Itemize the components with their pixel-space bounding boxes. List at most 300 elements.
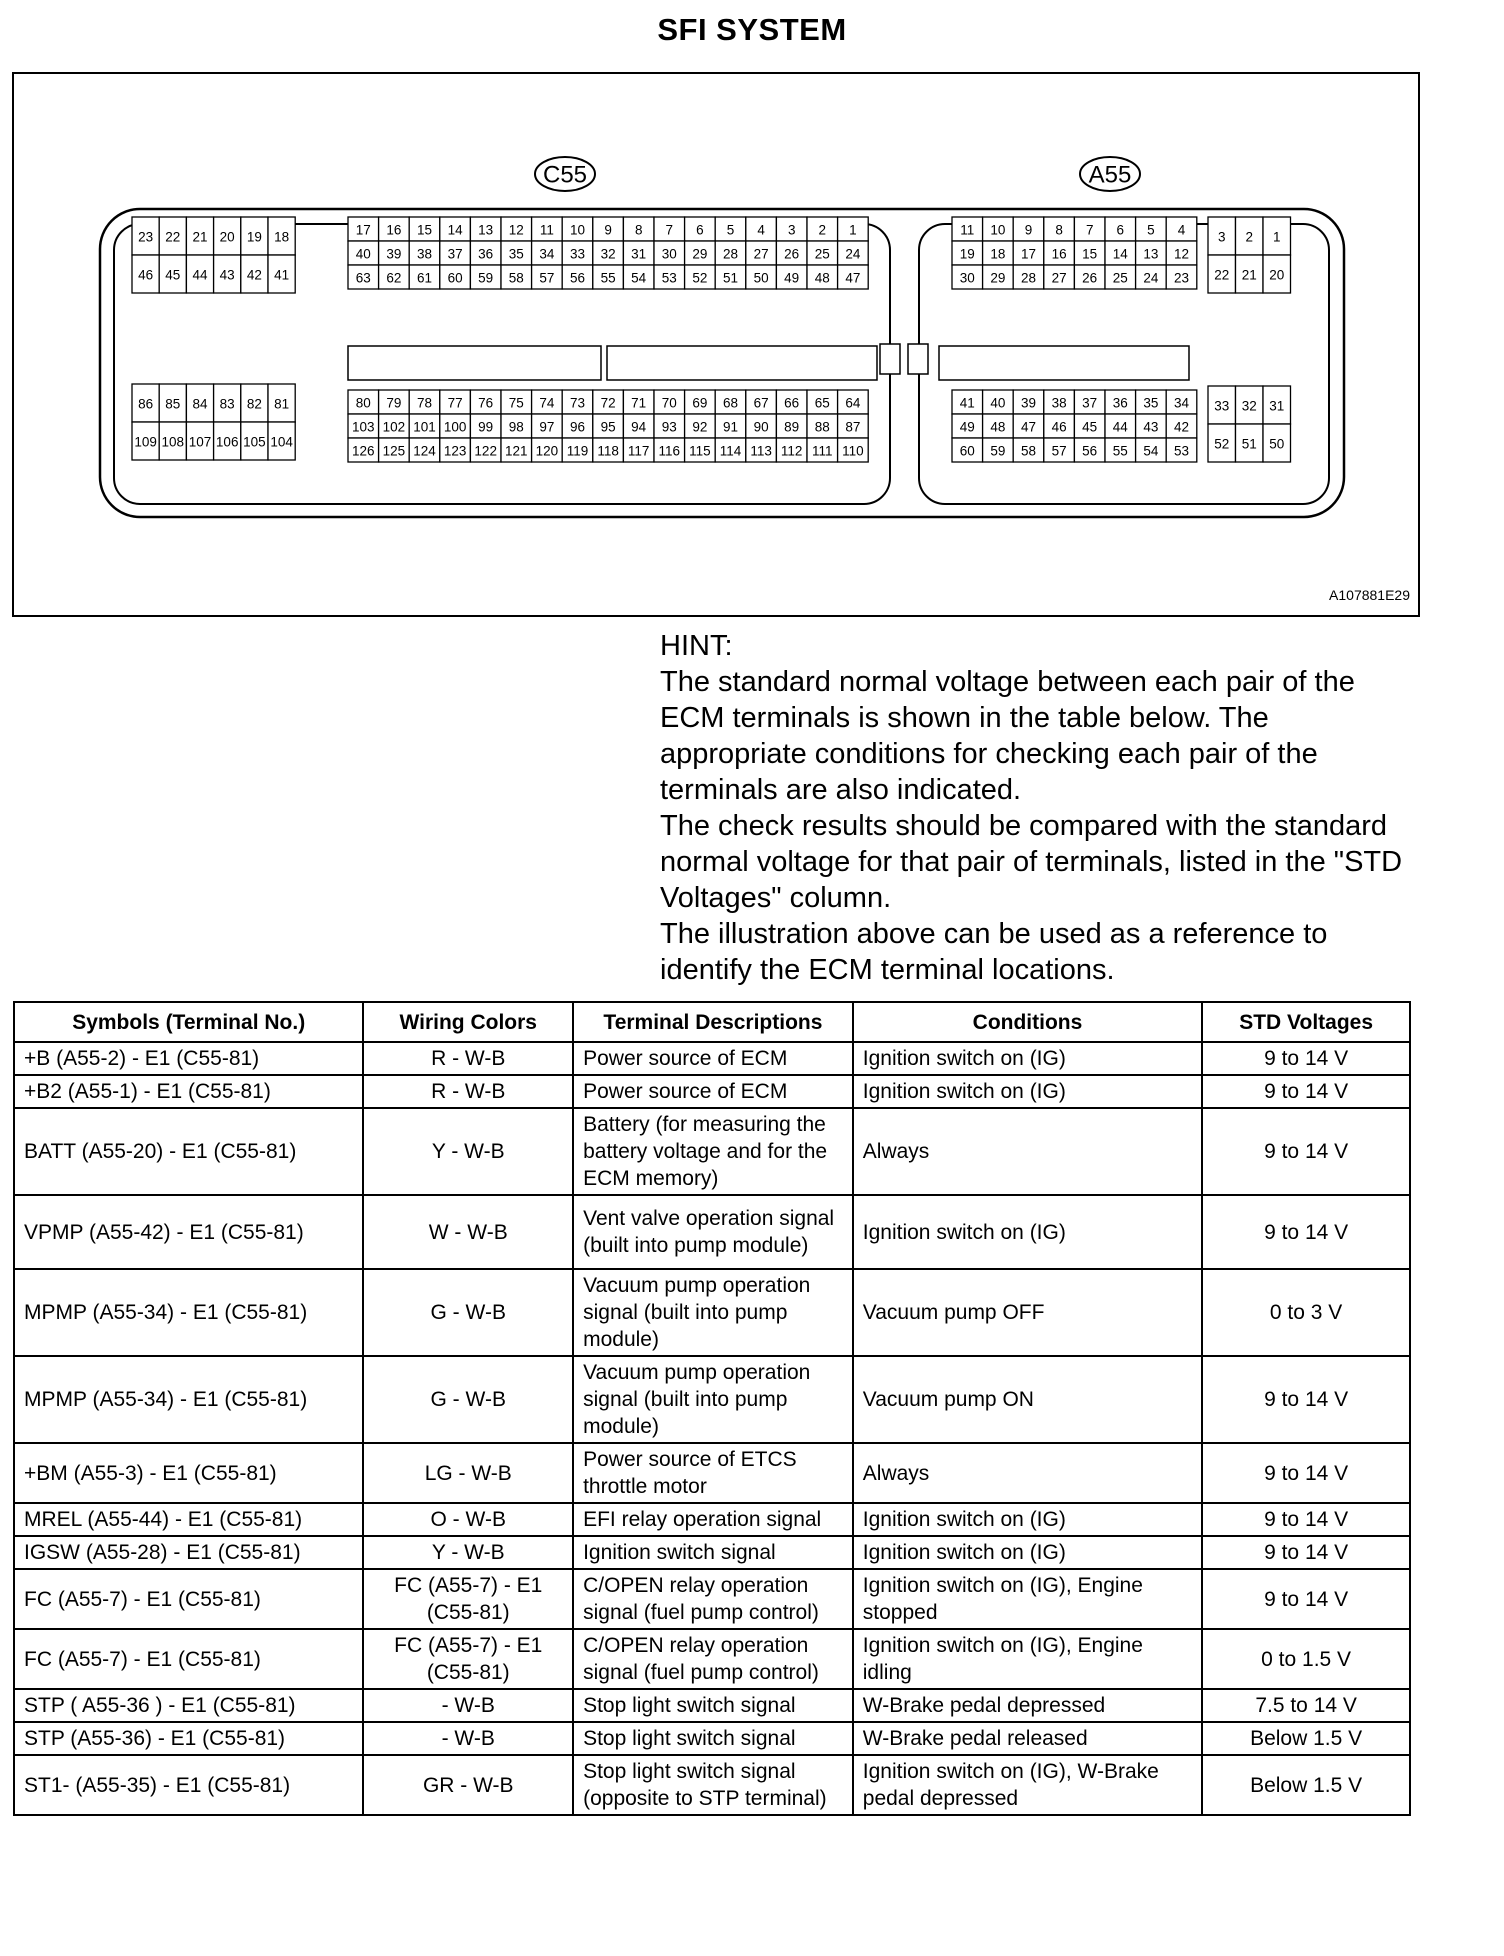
terminal-pin xyxy=(1105,438,1136,462)
condition-cell: Ignition switch on (IG), Engine idling xyxy=(853,1629,1202,1689)
hint-section xyxy=(660,628,1420,988)
a55-connector-label: A55 xyxy=(1088,161,1132,189)
terminal-pin xyxy=(623,414,654,438)
terminal-pin-number: 10 xyxy=(569,222,586,238)
terminal-pin-number: 28 xyxy=(722,246,739,262)
terminal-pin-number: 95 xyxy=(600,419,616,435)
terminal-pin-number: 79 xyxy=(386,395,402,411)
terminal-pin-number: 20 xyxy=(1269,267,1285,283)
symbol-cell: STP (A55-36) - E1 (C55-81) xyxy=(14,1722,363,1755)
terminal-pin xyxy=(1044,438,1075,462)
terminal-pin xyxy=(1044,217,1075,241)
terminal-pin-number: 125 xyxy=(382,443,406,459)
terminal-pin-number: 54 xyxy=(631,270,647,286)
terminal-pin xyxy=(186,217,213,255)
terminal-pin-number: 29 xyxy=(990,270,1006,286)
terminal-pin-number: 93 xyxy=(661,419,677,435)
terminal-pin xyxy=(440,217,471,241)
condition-cell: Always xyxy=(853,1108,1202,1195)
terminal-pin-number: 43 xyxy=(219,267,235,283)
terminal-pin-number: 102 xyxy=(382,419,406,435)
terminal-pin xyxy=(746,217,777,241)
terminal-pin xyxy=(562,414,593,438)
voltage-cell: Below 1.5 V xyxy=(1202,1722,1410,1755)
terminal-pin xyxy=(685,390,716,414)
terminal-pin-number: 96 xyxy=(569,419,586,435)
terminal-pin xyxy=(379,438,410,462)
terminal-pin xyxy=(409,241,440,265)
terminal-pin xyxy=(409,265,440,289)
illustration-code: A107881E29 xyxy=(1329,587,1410,603)
table-row xyxy=(14,1689,1410,1722)
terminal-pin xyxy=(1105,217,1136,241)
terminal-pin xyxy=(952,390,983,414)
terminal-pin-number: 25 xyxy=(814,246,830,262)
description-cell: Battery (for measuring the battery voltage and for the ECM memory) xyxy=(573,1108,853,1195)
terminal-pin xyxy=(379,217,410,241)
symbol-cell: +B (A55-2) - E1 (C55-81) xyxy=(14,1042,363,1075)
terminal-pin-number: 11 xyxy=(539,222,554,238)
terminal-pin xyxy=(379,390,410,414)
terminal-pin xyxy=(532,390,563,414)
voltage-cell: 0 to 1.5 V xyxy=(1202,1629,1410,1689)
terminal-pin-number: 70 xyxy=(661,395,677,411)
terminal-pin-number: 68 xyxy=(722,395,739,411)
terminal-pin xyxy=(562,217,593,241)
header-std-voltages: STD Voltages xyxy=(1202,1002,1410,1042)
terminal-pin-number: 2 xyxy=(818,222,827,238)
terminal-pin xyxy=(241,255,268,293)
terminal-pin xyxy=(1105,390,1136,414)
terminal-pin xyxy=(532,438,563,462)
table-row xyxy=(14,1075,1410,1108)
terminal-pin-number: 3 xyxy=(1217,229,1226,245)
terminal-pin xyxy=(807,414,838,438)
terminal-pin xyxy=(1044,241,1075,265)
terminal-pin-number: 41 xyxy=(959,395,975,411)
voltage-cell: 9 to 14 V xyxy=(1202,1195,1410,1269)
terminal-pin xyxy=(241,422,268,460)
terminal-pin-number: 28 xyxy=(1020,270,1037,286)
terminal-pin xyxy=(1236,424,1264,462)
terminal-pin-number: 81 xyxy=(274,396,290,412)
terminal-pin-number: 101 xyxy=(413,419,436,435)
symbol-cell: MREL (A55-44) - E1 (C55-81) xyxy=(14,1503,363,1536)
terminal-pin xyxy=(470,265,501,289)
terminal-pin-number: 106 xyxy=(215,434,239,450)
terminal-pin xyxy=(623,265,654,289)
terminal-pin xyxy=(1208,386,1236,424)
terminal-pin-number: 12 xyxy=(1173,246,1190,262)
table-row xyxy=(14,1722,1410,1755)
terminal-pin xyxy=(983,390,1014,414)
terminal-pin-number: 53 xyxy=(1173,443,1190,459)
condition-cell: Ignition switch on (IG) xyxy=(853,1195,1202,1269)
terminal-pin xyxy=(807,438,838,462)
terminal-pin xyxy=(132,255,159,293)
terminal-pin-number: 47 xyxy=(845,270,861,286)
terminal-pin xyxy=(501,414,532,438)
terminal-pin-number: 30 xyxy=(661,246,677,262)
terminal-pin xyxy=(348,217,379,241)
terminal-pin-number: 19 xyxy=(246,229,262,245)
terminal-pin xyxy=(776,414,807,438)
terminal-pin xyxy=(159,422,186,460)
terminal-pin xyxy=(409,390,440,414)
voltage-cell: 7.5 to 14 V xyxy=(1202,1689,1410,1722)
terminal-pin-number: 20 xyxy=(219,229,235,245)
hint-paragraph: The standard normal voltage between each pair of the ECM terminals is shown in the table below. The appropriate conditions for checking each pair of the terminals are also indicated. xyxy=(660,666,1355,806)
terminal-pin xyxy=(241,384,268,422)
wiring-color-cell: G - W-B xyxy=(363,1356,573,1443)
terminal-pin-number: 63 xyxy=(355,270,371,286)
terminal-pin-number: 7 xyxy=(665,222,674,238)
symbol-cell: BATT (A55-20) - E1 (C55-81) xyxy=(14,1108,363,1195)
terminal-pin xyxy=(715,265,746,289)
terminal-pin-number: 86 xyxy=(138,396,154,412)
terminal-pin xyxy=(214,384,241,422)
terminal-pin-number: 14 xyxy=(1112,246,1128,262)
condition-cell: W-Brake pedal depressed xyxy=(853,1689,1202,1722)
wiring-color-cell: Y - W-B xyxy=(363,1536,573,1569)
terminal-pin xyxy=(1166,438,1197,462)
terminal-pin-number: 55 xyxy=(600,270,616,286)
terminal-pin xyxy=(186,422,213,460)
terminal-pin xyxy=(685,414,716,438)
c55-connector-label: C55 xyxy=(542,161,588,189)
terminal-pin-number: 78 xyxy=(416,395,433,411)
terminal-pin xyxy=(440,390,471,414)
terminal-pin-number: 29 xyxy=(692,246,708,262)
terminal-pin xyxy=(952,414,983,438)
terminal-pin xyxy=(501,217,532,241)
terminal-pin xyxy=(379,414,410,438)
condition-cell: Ignition switch on (IG) xyxy=(853,1042,1202,1075)
terminal-pin xyxy=(1136,217,1167,241)
terminal-pin xyxy=(470,217,501,241)
terminal-pin-number: 27 xyxy=(1051,270,1067,286)
wiring-color-cell: W - W-B xyxy=(363,1195,573,1269)
terminal-pin xyxy=(470,390,501,414)
terminal-pin-number: 18 xyxy=(990,246,1006,262)
voltage-cell: 9 to 14 V xyxy=(1202,1042,1410,1075)
terminal-pin xyxy=(214,255,241,293)
terminal-pin xyxy=(623,217,654,241)
terminal-pin-number: 33 xyxy=(569,246,586,262)
terminal-pin xyxy=(593,438,624,462)
voltage-cell: 9 to 14 V xyxy=(1202,1108,1410,1195)
terminal-pin-number: 7 xyxy=(1085,222,1094,238)
description-cell: Ignition switch signal xyxy=(573,1536,853,1569)
terminal-pin-number: 109 xyxy=(134,434,157,450)
terminal-pin-number: 35 xyxy=(1143,395,1159,411)
terminal-pin-number: 9 xyxy=(1024,222,1033,238)
terminal-pin-number: 24 xyxy=(845,246,861,262)
terminal-pin xyxy=(214,217,241,255)
table-row xyxy=(14,1269,1410,1356)
terminal-pin xyxy=(1263,386,1291,424)
symbol-cell: +BM (A55-3) - E1 (C55-81) xyxy=(14,1443,363,1503)
terminal-pin-number: 25 xyxy=(1112,270,1128,286)
terminal-pin-number: 118 xyxy=(597,443,619,459)
voltage-cell: 9 to 14 V xyxy=(1202,1536,1410,1569)
terminal-pin-number: 23 xyxy=(1173,270,1190,286)
condition-cell: Ignition switch on (IG), W-Brake pedal depressed xyxy=(853,1755,1202,1815)
wiring-color-cell: LG - W-B xyxy=(363,1443,573,1503)
terminal-pin-number: 37 xyxy=(1082,395,1098,411)
terminal-pin xyxy=(1074,241,1105,265)
terminal-pin xyxy=(746,414,777,438)
description-cell: Power source of ECM xyxy=(573,1042,853,1075)
terminal-pin-number: 18 xyxy=(274,229,290,245)
terminal-pin xyxy=(593,390,624,414)
terminal-pin-number: 119 xyxy=(566,443,589,459)
terminal-pin xyxy=(470,438,501,462)
terminal-pin-number: 38 xyxy=(416,246,433,262)
terminal-pin-number: 40 xyxy=(355,246,371,262)
terminal-pin-number: 114 xyxy=(719,443,742,459)
terminal-pin-number: 103 xyxy=(352,419,375,435)
header-conditions: Conditions xyxy=(853,1002,1202,1042)
terminal-pin xyxy=(654,414,685,438)
wiring-color-cell: - W-B xyxy=(363,1722,573,1755)
terminal-pin-number: 122 xyxy=(474,443,497,459)
terminal-pin xyxy=(1044,390,1075,414)
ecm-connector-illustration xyxy=(12,72,1420,617)
terminal-pin xyxy=(654,390,685,414)
terminal-pin-number: 110 xyxy=(842,443,864,459)
terminal-pin xyxy=(952,217,983,241)
terminal-pin xyxy=(562,265,593,289)
terminal-pin xyxy=(1074,217,1105,241)
terminal-pin-number: 14 xyxy=(447,222,463,238)
terminal-pin xyxy=(593,241,624,265)
terminal-pin-number: 33 xyxy=(1214,398,1230,414)
description-cell: Power source of ETCS throttle motor xyxy=(573,1443,853,1503)
wiring-color-cell: FC (A55-7) - E1 (C55-81) xyxy=(363,1629,573,1689)
terminal-pin-number: 120 xyxy=(535,443,559,459)
terminal-pin xyxy=(776,265,807,289)
terminal-pin-number: 84 xyxy=(192,396,208,412)
terminal-pin-number: 98 xyxy=(508,419,524,435)
terminal-pin-number: 121 xyxy=(505,443,528,459)
terminal-pin xyxy=(1236,217,1264,255)
terminal-pin xyxy=(348,241,379,265)
terminal-pin xyxy=(501,438,532,462)
terminal-pin-number: 115 xyxy=(689,443,711,459)
terminal-pin xyxy=(654,265,685,289)
terminal-pin-number: 2 xyxy=(1245,229,1254,245)
symbol-cell: MPMP (A55-34) - E1 (C55-81) xyxy=(14,1269,363,1356)
terminal-pin-number: 45 xyxy=(1082,419,1098,435)
terminal-pin xyxy=(838,241,869,265)
terminal-pin-number: 27 xyxy=(753,246,769,262)
terminal-pin xyxy=(532,414,563,438)
wiring-color-cell: FC (A55-7) - E1 (C55-81) xyxy=(363,1569,573,1629)
terminal-pin xyxy=(623,438,654,462)
description-cell: C/OPEN relay operation signal (fuel pump control) xyxy=(573,1629,853,1689)
terminal-pin-number: 8 xyxy=(1055,222,1063,238)
terminal-pin-number: 36 xyxy=(478,246,494,262)
terminal-pin-number: 60 xyxy=(447,270,463,286)
terminal-pin-number: 56 xyxy=(1082,443,1098,459)
terminal-pin xyxy=(1013,438,1044,462)
terminal-pin xyxy=(952,438,983,462)
voltage-cell: 9 to 14 V xyxy=(1202,1075,1410,1108)
terminal-pin xyxy=(470,414,501,438)
condition-cell: Always xyxy=(853,1443,1202,1503)
description-cell: Stop light switch signal (opposite to STP terminal) xyxy=(573,1755,853,1815)
terminal-pin xyxy=(379,241,410,265)
description-cell: Vacuum pump operation signal (built into pump module) xyxy=(573,1269,853,1356)
terminal-pin-number: 53 xyxy=(661,270,677,286)
terminal-pin-number: 34 xyxy=(1173,395,1190,411)
terminal-pin xyxy=(838,265,869,289)
terminal-pin-number: 11 xyxy=(960,222,975,238)
symbol-cell: MPMP (A55-34) - E1 (C55-81) xyxy=(14,1356,363,1443)
terminal-pin-number: 67 xyxy=(753,395,769,411)
terminal-pin xyxy=(1044,414,1075,438)
terminal-pin xyxy=(1013,265,1044,289)
terminal-pin-number: 45 xyxy=(165,267,181,283)
terminal-pin-number: 43 xyxy=(1143,419,1159,435)
terminal-pin xyxy=(1136,265,1167,289)
terminal-pin-number: 108 xyxy=(161,434,185,450)
terminal-pin-number: 40 xyxy=(990,395,1006,411)
table-row xyxy=(14,1195,1410,1269)
table-header-row xyxy=(14,1002,1410,1042)
terminal-pin xyxy=(983,438,1014,462)
terminal-pin xyxy=(348,438,379,462)
terminal-pin xyxy=(1013,414,1044,438)
terminal-pin xyxy=(132,422,159,460)
terminal-pin-number: 5 xyxy=(1147,222,1155,238)
c55-latch xyxy=(880,344,900,374)
terminal-pin-number: 46 xyxy=(138,267,154,283)
condition-cell: Ignition switch on (IG) xyxy=(853,1503,1202,1536)
symbol-cell: IGSW (A55-28) - E1 (C55-81) xyxy=(14,1536,363,1569)
terminal-pin-number: 15 xyxy=(416,222,433,238)
terminal-pin xyxy=(746,241,777,265)
terminal-pin xyxy=(1236,386,1264,424)
terminal-pin-number: 65 xyxy=(814,395,830,411)
terminal-pin xyxy=(1136,241,1167,265)
terminal-pin-number: 59 xyxy=(478,270,494,286)
terminal-pin xyxy=(685,241,716,265)
terminal-pin-number: 8 xyxy=(634,222,643,238)
terminal-pin-number: 9 xyxy=(604,222,612,238)
hint-heading: HINT: xyxy=(660,630,733,662)
terminal-pin xyxy=(952,241,983,265)
terminal-pin-number: 64 xyxy=(845,395,861,411)
terminal-pin xyxy=(1136,414,1167,438)
terminal-pin xyxy=(268,422,295,460)
terminal-pin xyxy=(685,265,716,289)
terminal-pin-number: 52 xyxy=(692,270,708,286)
terminal-pin xyxy=(1105,241,1136,265)
terminal-pin xyxy=(1208,424,1236,462)
terminal-pin xyxy=(1136,390,1167,414)
symbol-cell: STP ( A55-36 ) - E1 (C55-81) xyxy=(14,1689,363,1722)
terminal-pin xyxy=(1013,390,1044,414)
condition-cell: Vacuum pump ON xyxy=(853,1356,1202,1443)
terminal-pin xyxy=(1166,217,1197,241)
header-wiring-colors: Wiring Colors xyxy=(363,1002,573,1042)
terminal-pin-number: 21 xyxy=(192,229,208,245)
voltage-table xyxy=(13,1001,1411,1816)
terminal-pin-number: 85 xyxy=(165,396,181,412)
terminal-pin-number: 92 xyxy=(692,419,708,435)
wiring-color-cell: G - W-B xyxy=(363,1269,573,1356)
terminal-pin-number: 57 xyxy=(1051,443,1067,459)
terminal-pin xyxy=(746,265,777,289)
terminal-pin xyxy=(715,217,746,241)
terminal-pin xyxy=(1044,265,1075,289)
terminal-pin xyxy=(1208,217,1236,255)
terminal-pin xyxy=(776,241,807,265)
c55-center-bar-right xyxy=(607,346,877,380)
terminal-pin-number: 39 xyxy=(386,246,402,262)
terminal-pin-number: 62 xyxy=(386,270,402,286)
terminal-pin xyxy=(685,217,716,241)
condition-cell: W-Brake pedal released xyxy=(853,1722,1202,1755)
terminal-pin-number: 19 xyxy=(959,246,975,262)
terminal-pin-number: 76 xyxy=(478,395,494,411)
header-symbols: Symbols (Terminal No.) xyxy=(14,1002,363,1042)
terminal-pin xyxy=(776,438,807,462)
connector-diagram xyxy=(14,74,1418,615)
terminal-pin-number: 73 xyxy=(569,395,586,411)
terminal-pin xyxy=(1166,241,1197,265)
terminal-pin xyxy=(440,438,471,462)
terminal-pin-number: 32 xyxy=(1241,398,1257,414)
terminal-pin xyxy=(715,390,746,414)
terminal-pin-number: 17 xyxy=(355,222,371,238)
terminal-pin xyxy=(1136,438,1167,462)
wiring-color-cell: Y - W-B xyxy=(363,1108,573,1195)
terminal-pin xyxy=(532,241,563,265)
description-cell: Vacuum pump operation signal (built into pump module) xyxy=(573,1356,853,1443)
terminal-pin xyxy=(715,414,746,438)
terminal-pins xyxy=(132,217,1291,462)
hint-paragraph: The illustration above can be used as a reference to identify the ECM terminal locations. xyxy=(660,918,1328,986)
terminal-pin-number: 126 xyxy=(352,443,375,459)
terminal-pin-number: 4 xyxy=(757,222,765,238)
terminal-pin-number: 31 xyxy=(1269,398,1285,414)
terminal-pin-number: 105 xyxy=(243,434,266,450)
terminal-pin-number: 34 xyxy=(539,246,555,262)
terminal-pin-number: 60 xyxy=(959,443,975,459)
terminal-pin-number: 49 xyxy=(959,419,975,435)
terminal-pin-number: 104 xyxy=(270,434,293,450)
wiring-color-cell: O - W-B xyxy=(363,1503,573,1536)
description-cell: Vent valve operation signal (built into pump module) xyxy=(573,1195,853,1269)
terminal-pin xyxy=(593,414,624,438)
terminal-pin xyxy=(409,438,440,462)
terminal-pin xyxy=(440,241,471,265)
terminal-pin-number: 6 xyxy=(696,222,704,238)
terminal-pin xyxy=(952,265,983,289)
terminal-pin xyxy=(983,414,1014,438)
terminal-pin xyxy=(838,414,869,438)
terminal-pin-number: 44 xyxy=(192,267,208,283)
terminal-pin xyxy=(1208,255,1236,293)
terminal-pin-number: 39 xyxy=(1020,395,1037,411)
terminal-pin xyxy=(715,241,746,265)
terminal-pin-number: 94 xyxy=(631,419,647,435)
terminal-pin-number: 77 xyxy=(447,395,463,411)
terminal-pin-number: 21 xyxy=(1241,267,1257,283)
